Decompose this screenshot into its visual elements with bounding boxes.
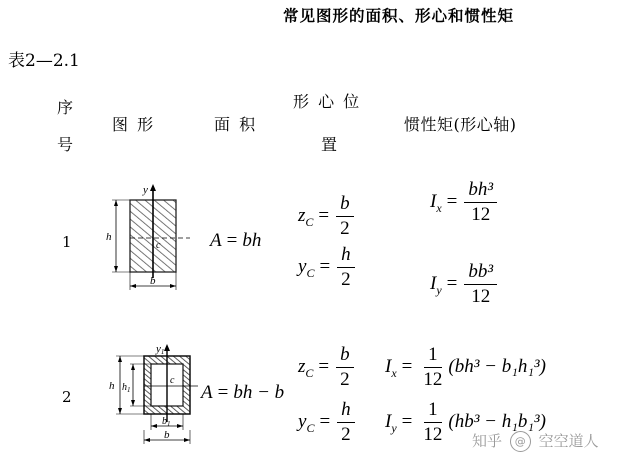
header-area: 面 积: [214, 115, 258, 134]
label-b1: $b_1$: [162, 416, 171, 428]
label-b: b: [150, 275, 156, 287]
label-y: y: [143, 184, 148, 196]
area-formula: A = bh − b: [201, 382, 285, 403]
rectangle-figure: [104, 182, 200, 294]
row-number: 1: [62, 233, 72, 251]
header-centroid-top: 形 心 位: [293, 92, 362, 111]
label-h1: $h_1$: [122, 382, 131, 394]
label-c: c: [170, 375, 175, 386]
header-no-top: 序: [57, 98, 76, 117]
header-no-bottom: 号: [57, 135, 76, 154]
zc-formula: $z_C$ = $\frac{b}{2}$: [298, 345, 356, 390]
header-figure: 图 形: [112, 115, 156, 134]
watermark-brand: 知乎: [472, 432, 503, 450]
label-y: y1: [156, 343, 165, 356]
row-number: 2: [62, 388, 72, 406]
label-h: h: [106, 231, 112, 243]
header-inertia: 惯性矩(形心轴): [404, 115, 517, 134]
yc-formula: $y_C$ = $\frac{h}{2}$: [298, 245, 357, 290]
watermark: [472, 430, 599, 452]
hollow-rectangle-figure: [106, 342, 202, 448]
yc-formula: $y_C$ = $\frac{h}{2}$: [298, 400, 357, 445]
table-number: 表2—2.1: [8, 51, 80, 71]
zc-formula: $z_C$ = $\frac{b}{2}$: [298, 194, 356, 239]
ix-formula: $I_x$ = $\frac{\text{bh³}}{12}$: [430, 180, 499, 225]
page-title: 常见图形的面积、形心和惯性矩: [283, 6, 515, 25]
iy-formula: $I_y$ = $\frac{1}{12}$ (hb³ − h₁b₁³): [385, 399, 546, 445]
header-centroid-bottom: 置: [321, 135, 340, 154]
label-b: b: [164, 429, 170, 441]
label-h: h: [109, 380, 115, 392]
label-c: c: [156, 240, 161, 251]
iy-formula: $I_y$ = $\frac{\text{bb³}}{12}$: [430, 262, 499, 307]
area-formula: A = bh: [210, 230, 262, 251]
ix-formula: $I_x$ = $\frac{1}{12}$ (bh³ − b₁h₁³): [385, 344, 546, 390]
watermark-author: 空空道人: [538, 432, 599, 450]
watermark-logo: @: [510, 431, 531, 452]
